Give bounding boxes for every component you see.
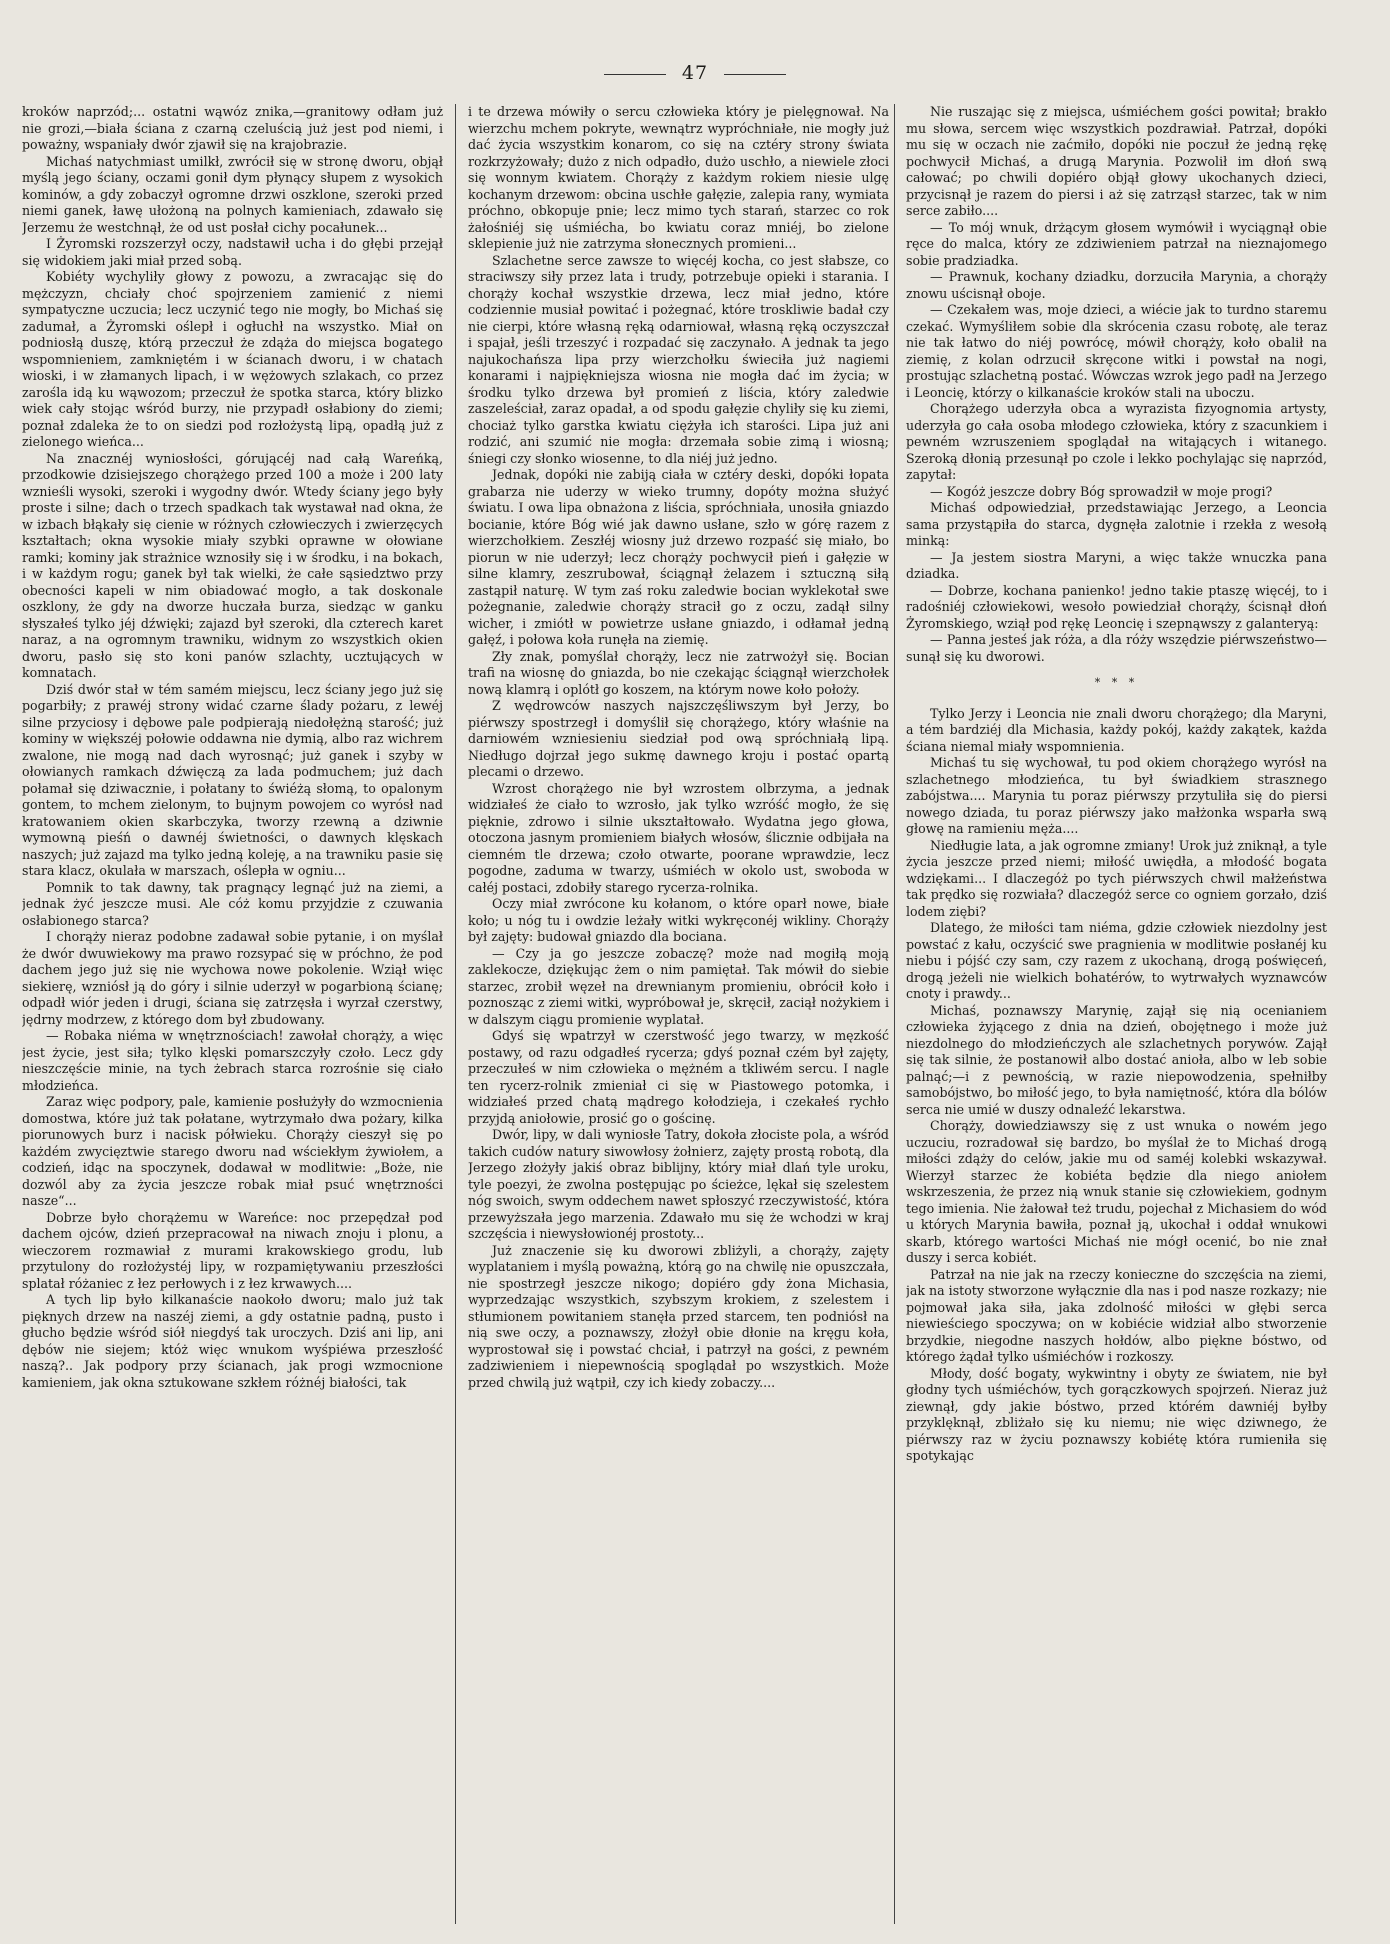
paragraph: Dwór, lipy, w dali wyniosłe Tatry, dokoła złociste pola, a wśród takich cudów natury siwowłosy żołnierz, zajęty prostą robotą, dla Jerzego złożyły jakiś obraz biblijny, który miał dlań tyle uroku, tyle poezyi, że zwolna postępując po ścieżce, lękał się szelestem nóg swoich, swym oddechem nawet spłoszyć rzeczywistość, która przewyższała jego marzenia. Zdawało mu się że wchodzi w kraj szczęścia i niewysłowionéj prostoty... <box>468 1127 889 1241</box>
paragraph: Chorąży, dowiedziawszy się z ust wnuka o nowém jego uczuciu, rozradował się bardzo, bo myślał że to Michaś drogą miłości zdąży do celów, jakie mu od saméj kolebki wskazywał. Wierzył starzec że kobiéta będzie dla niego aniołem wskrzeszenia, że przez nią wnuk stanie się człowiekiem, godnym tego imienia. Nie żałował też trudu, pojechał z Michasiem do wód u których Marynia bawiła, poznał ją, ukochał i oddał wnukowi skarb, którego wartości Michaś nie mógł ocenić, bo nie znał duszy i serca kobiét. <box>906 1118 1327 1265</box>
header-rule-right <box>724 74 786 75</box>
paragraph: — To mój wnuk, drżącym głosem wymówił i wyciągnął obie ręce do malca, który ze zdziwieniem patrzał na nieznajomego sobie pradziadka. <box>906 219 1327 268</box>
header-rule-left <box>604 74 666 75</box>
paragraph: Z wędrowców naszych najszczęśliwszym był Jerzy, bo piérwszy spostrzegł i domyślił się chorążego, który właśnie na darniowém wzniesieniu siedział pod ową spróchniałą lipą. Niedługo dojrzał jego sukmę dawnego kroju i postać opartą plecami o drzewo. <box>468 698 889 779</box>
paragraph: Młody, dość bogaty, wykwintny i obyty ze światem, nie był głodny tych uśmiéchów, tych gorączkowych spojrzeń. Nieraz już ziewnął, gdy jakie bóstwo, przed którém dawniéj byłby przyklęknął, zbliżało się ku niemu; nie więc dziwnego, że piérwszy raz w życiu poznawszy kobiétę która rumieniła się spotykając <box>906 1365 1327 1463</box>
paragraph: kroków naprzód;... ostatni wąwóz znika,—granitowy odłam już nie grozi,—biała ściana z czarną czeluścią już jest pod niemi, i poważny, wspaniały dwór zjawił się na krajobrazie. <box>22 104 443 152</box>
paragraph: — Ja jestem siostra Maryni, a więc także wnuczka pana dziadka. <box>906 549 1327 581</box>
paragraph: Patrzał na nie jak na rzeczy konieczne do szczęścia na ziemi, jak na istoty stworzone wyłącznie dla nas i pod nasze rozkazy; nie pojmował jaka siła, jaka zdolność miłości w głębi serca niewieściego spoczywa; on w kobiécie widział albo stworzenie brzydkie, niegodne naszych hołdów, albo piękne bóstwo, od którego żądał tylko uśmiéchów i rozkoszy. <box>906 1266 1327 1364</box>
paragraph: I Żyromski rozszerzył oczy, nadstawił ucha i do głębi przejął się widokiem jaki miał przed sobą. <box>22 236 443 268</box>
text-column-1 <box>22 104 443 1926</box>
paragraph: Chorążego uderzyła obca a wyrazista fizyognomia artysty, uderzyła go cała osoba młodego człowieka, który z szacunkiem i pewném wzruszeniem spoglądał na witających i witanego. Szeroką dłonią przesunął po czole i lekko pochylając się naprzód, zapytał: <box>906 401 1327 482</box>
paragraph: Niedługie lata, a jak ogromne zmiany! Urok już zniknął, a tyle życia jeszcze przed niemi; miłość uwiędła, a młodość bogata wdziękami... I dlaczegóż po tych piérwszych chwil małżeństwa tak prędko się rozwiała? dlaczegóż serce co ogniem gorzało, dziś lodem ziębi? <box>906 837 1327 919</box>
paragraph: — Prawnuk, kochany dziadku, dorzuciła Marynia, a chorąży znowu uścisnął oboje. <box>906 269 1327 301</box>
column-divider-2 <box>894 104 895 1924</box>
paragraph: Na znacznéj wyniosłości, górującéj nad całą Wareńką, przodkowie dzisiejszego chorążego przed 100 a może i 200 laty wznieśli wysoki, szeroki i wygodny dwór. Wtedy ściany jego były proste i silne; dach o trzech spadkach tak wystawał nad okna, że w izbach błąkały się cienie w różnych człowieczych i zwierzęcych kształtach; okna wysokie miały szybki oprawne w ołowiane ramki; kominy jak strażnice wznosiły się i w środku, i na bokach, i w każdym rogu; ganek był tak wielki, że całe sąsiedztwo przy obecności kapeli w nim obiadować mogło, a tak doskonale oszklony, że gdy na dworze huczała burza, siedząc w ganku słyszałeś tylko jéj dźwięki; zajazd był szeroki, dla czterech karet naraz, a na ogromnym trawniku, widnym zo wszystkich okien dworu, pasło się sto koni panów szlachty, ucztujących w komnatach. <box>22 450 443 680</box>
paragraph: Michaś tu się wychował, tu pod okiem chorążego wyrósł na szlachetnego młodzieńca, tu był świadkiem strasznego zabójstwa.... Marynia tu poraz piérwszy przytuliła się do piersi nowego dziada, tu poraz piérwszy jako małżonka wsparła swą głowę na ramieniu męża.... <box>906 755 1327 836</box>
paragraph: Michaś odpowiedział, przedstawiając Jerzego, a Leoncia sama przystąpiła do starca, dygnęła zalotnie i rzekła z wesołą minką: <box>906 500 1327 548</box>
paragraph: — Czekałem was, moje dzieci, a wiécie jak to turdno staremu czekać. Wymyśliłem sobie dla skrócenia czasu robotę, ale teraz nie tak łatwo do niéj powrócę, mówił chorąży, koło obalił na ziemię, z kolan odrzucił skręcone witki i powstał na nogi, prostując szlachetną postać. Wówczas wzrok jego padł na Jerzego i Leoncię, którzy o kilkanaście kroków stali na uboczu. <box>906 302 1327 400</box>
paragraph: Nie ruszając się z miejsca, uśmiéchem gości powitał; brakło mu słowa, sercem więc wszystkich pozdrawiał. Patrzał, dopóki mu się w oczach nie zaćmiło, dopóki nie poczuł że jedną rękę pochwycił Michaś, a drugą Marynia. Pozwolił im dłoń swą całować; po chwili dopiéro objął głowy ukochanych dzieci, przycisnął je razem do piersi i aż się zatrząsł starzec, tak w nim serce zabiło.... <box>906 104 1327 218</box>
text-column-3 <box>906 104 1327 1926</box>
paragraph: A tych lip było kilkanaście naokoło dworu; malo już tak pięknych drzew na naszéj ziemi, a gdy ostatnie padną, pusto i głucho będzie wśród siół niegdyś tak uroczych. Dziś ani lip, ani dębów nie siejem; któż więc wnukom wyśpiéwa przeszłość naszą?.. Jak podpory przy ścianach, jak progi wzmocnione kamieniem, jak okna sztukowane szkłem różnéj białości, tak <box>22 1292 443 1390</box>
paragraph: — Panna jesteś jak róża, a dla róży wszędzie piérwszeństwo—sunął się ku dworowi. <box>906 632 1327 664</box>
text-column-2 <box>468 104 889 1926</box>
paragraph: Wzrost chorążego nie był wzrostem olbrzyma, a jednak widziałeś że ciało to wzrosło, jak tylko wzróść mogło, że się pięknie, zdrowo i silnie ukształtowało. Wydatna jego głowa, otoczona jasnym promieniem białych włosów, ślicznie odbijała na ciemném tle drzewa; czoło otwarte, poorane wprawdzie, lecz pogodne, zaduma w twarzy, uśmiéch w okolo ust, swoboda w całéj postaci, zdobiły starego rycerza-rolnika. <box>468 780 889 895</box>
paragraph: Kobiéty wychyliły głowy z powozu, a zwracając się do mężczyzn, chciały choć spojrzeniem zamienić z niemi sympatyczne uczucia; lecz uczynić tego nie mogły, bo Michaś się zadumał, a Żyromski oślepł i ogłuchł na wszystko. Miał on podniosłą duszę, którą przeczuł że zdąża do miejsca bogatego wspomnieniem, zamkniętém i w ścianach dworu, i w chatach wioski, i w złamanych lipach, i w wężowych szlakach, co przez zarośla idą ku wąwozom; przeczuł że spotka starca, który blizko wiek cały stojąc wśród burzy, nie przypadł osłabiony do ziemi; poznał zdaleka że to on siedzi pod rozłożystą lipą, opadłą już z zielonego wieńca... <box>22 269 443 449</box>
paragraph: Zły znak, pomyślał chorąży, lecz nie zatrwożył się. Bocian trafi na wiosnę do gniazda, bo nie czekając ściągnął wierzchołek nową klamrą i oplótł go koszem, na którym nowe koło położy. <box>468 648 889 697</box>
paragraph: I chorąży nieraz podobne zadawał sobie pytanie, i on myślał że dwór dwuwiekowy ma prawo rozsypać się w próchno, że pod dachem jego już się nie wychowa nowe pokolenie. Wziął więc siekierę, wzniósł ją do góry i silnie uderzył w pogarbioną ścianę; odpadł wiór jeden i drugi, ściana się zatrzęsła i wyrzał czerstwy, jędrny modrzew, z którego dom był zbudowany. <box>22 929 443 1027</box>
section-separator: * * * <box>1094 676 1139 689</box>
paragraph: Dobrze było chorążemu w Wareńce: noc przepędzał pod dachem ojców, dzień przepracował na niwach znoju i plonu, a wieczorem rozmawiał z murami krakowskiego grodu, lub przytulony do rozłożystéj lipy, w rozpamiętywaniu przeszłości splatał różaniec z łez perłowych i z łez krwawych.... <box>22 1209 443 1291</box>
page-number: 47 <box>681 62 709 84</box>
paragraph: Pomnik to tak dawny, tak pragnący legnąć już na ziemi, a jednak żyć jeszcze musi. Ale cóż komu przyjdzie z czuwania osłabionego starca? <box>22 879 443 928</box>
paragraph: — Dobrze, kochana panienko! jedno takie ptaszę więcéj, to i radośniéj człowiekowi, wesoło powiedział chorąży, ścisnął dłoń Żyromskiego, wziął pod rękę Leoncię i szepnąwszy z galanteryą: <box>906 582 1327 631</box>
paragraph: i te drzewa mówiły o sercu człowieka który je pielęgnował. Na wierzchu mchem pokryte, wewnątrz wypróchniałe, nie mogły już dać życia wszystkim konarom, co się na cztéry strony świata rozkrzyżowały; dużo z nich odpadło, dużo uschło, a niewiele złoci się wonnym kwiatem. Chorąży z każdym rokiem niesie ulgę kochanym drzewom: obcina uschłe gałęzie, zalepia rany, wymiata próchno, obkopuje pnie; lecz mimo tych starań, starzec co rok żałośniéj się uśmiécha, bo kwiatu coraz mniéj, bo zielone sklepienie już nie zatrzyma słonecznych promieni... <box>468 104 889 251</box>
paragraph: Szlachetne serce zawsze to więcéj kocha, co jest słabsze, co straciwszy siły przez lata i trudy, potrzebuje opieki i starania. I chorąży kochał wszystkie drzewa, lecz miał jedno, które codziennie musiał powitać i pożegnać, które troskliwie badał czy nie cierpi, które własną ręką odarniował, własną ręką oczyszczał i spajał, jeśli trzeszyć i rozpadać się zaczynało. A jednak ta jego najukochańsza lipa przy wierzchołku świeciła już nagiemi konarami i najpiękniejsza wiosna nie mogła dać im życia; w środku tylko drzewa był promień z liścia, który zaledwie zaszeleściał, zaraz opadał, a od spodu gałęzie chyliły się ku ziemi, chociaż tylko garstka kwiatu ciężyła ich starości. Lipa już ani rodzić, ani szumić nie mogła: drzemała sobie zimą i wiosną; śniegi czy słonko wiosenne, to dla niéj już jedno. <box>468 252 889 466</box>
paragraph: Oczy miał zwrócone ku kołanom, o które oparł nowe, białe koło; u nóg tu i owdzie leżały witki wykręconéj wikliny. Chorąży był zajęty: budował gniazdo dla bociana. <box>468 896 889 944</box>
column-divider-1 <box>455 104 456 1924</box>
paragraph: Już znaczenie się ku dworowi zbliżyli, a chorąży, zajęty wyplataniem i myślą poważną, którą go na chwilę nie opuszczała, nie spostrzegł jeszcze nikogo; dopiéro gdy żona Michasia, wyprzedzając wszystkich, szybszym krokiem, z szelestem i stłumionem powitaniem stanęła przed starcem, ten podniósł na nią swe oczy, a poznawszy, złożył obie dłonie na kręgu koła, wyprostował się i powstać chciał, i patrzył na gości, z pewném zadziwieniem i niepewnością spoglądał po wszystkich. Może przed chwilą już wątpił, czy ich kiedy zobaczy.... <box>468 1242 889 1390</box>
paragraph: Gdyś się wpatrzył w czerstwość jego twarzy, w męzkość postawy, od razu odgadłeś rycerza; gdyś poznał czém był zajęty, przeczułeś w nim człowieka o mężném a tkliwém sercu. I nagle ten rycerz-rolnik zmieniał ci się w Piastowego potomka, i widziałeś przed chatą mądrego kołodzieja, i czekałeś rychło przyjdą aniołowie, prosić go o gościnę. <box>468 1028 889 1126</box>
paragraph: Tylko Jerzy i Leoncia nie znali dworu chorążego; dla Maryni, a tém bardziéj dla Michasia, każdy pokój, każdy zakątek, każda ściana niemal miały wspomnienia. <box>906 705 1327 754</box>
paragraph: Dziś dwór stał w tém samém miejscu, lecz ściany jego już się pogarbiły; z prawéj strony widać czarne ślady pożaru, z lewéj silne przyciosy i dębowe pale podpierają niedołężną starość; już kominy w większéj połowie oddawna nie dymią, albo raz wichrem zwalone, nie mogą nad dach wyrosnąć; już ganek i szyby w ołowianych ramkach dźwięczą za lada podmuchem; już dach połamał się dziwacznie, i połatany to świéżą słomą, to opalonym gontem, to mchem zielonym, to bujnym powojem co wyrósł nad kratowaniem okien skarbczyka, tworzy rzewną a dziwnie wymowną pieśń o dawnéj świetności, o dawnych klęskach naszych; już zajazd ma tylko jedną koleję, a na trawniku pasie się stara klacz, okulała w marszach, oślepła w ogniu... <box>22 681 443 878</box>
paragraph: Jednak, dopóki nie zabiją ciała w cztéry deski, dopóki łopata grabarza nie uderzy w wieko trumny, dopóty można służyć światu. I owa lipa obnażona z liścia, spróchniała, unosiła gniazdo bocianie, które Bóg wié jak dawno usłane, szło w górę razem z wierzchołkiem. Zeszłéj wiosny już drzewo rozpaść się miało, bo piorun w nie uderzył; lecz chorąży pochwycił pień i gałęzie w silne klamry, zeszrubował, ściągnął żelazem i sztuczną siłą zastąpił naturę. W tym zaś roku zaledwie bocian wyklekotał swe pożegnanie, zaledwie chorąży stracił go z oczu, zadął silny wicher, i zmiótł w powietrze usłane gniazdo, i odłamał jedną gałęź, i połowa koła runęła na ziemię. <box>468 467 889 647</box>
paragraph: Michaś, poznawszy Marynię, zajął się nią ocenianiem człowieka żyjącego z dnia na dzień, obojętnego i może już niezdolnego do młodzieńczych ale szlachetnych porywów. Zajął się tak silnie, że postanowił albo dostać anioła, albo w leb sobie palnąć;—i z pewnością, w razie niepowodzenia, spełniłby samobójstwo, bo miłość jego, to była namiętność, która dla bólów serca nie umié w duszy odnaleźć lekarstwa. <box>906 1002 1327 1117</box>
paragraph: Dlatego, że miłości tam niéma, gdzie człowiek niezdolny jest powstać z kału, oczyścić swe pragnienia w modlitwie posłanéj ku niebu i pójść czy sam, czy razem z ukochaną, drogą poświęceń, drogą jeżeli nie wielkich bohatérów, to wytrwałych wyznawców cnoty i prawdy... <box>906 920 1327 1001</box>
paragraph: — Robaka niéma w wnętrznościach! zawołał chorąży, a więc jest życie, jest siła; tylko klęski pomarszczyły czoło. Lecz gdy nieszczęście minie, na tych żebrach starca rozrośnie się ciało młodzieńca. <box>22 1028 443 1093</box>
paragraph: Michaś natychmiast umilkł, zwrócił się w stronę dworu, objął myślą jego ściany, oczami gonił dym płynący słupem z wysokich kominów, a gdy zobaczył ogromne drzwi oszklone, szeroki przed niemi ganek, ławę ułożoną na polnych kamieniach, zdawało się Jerzemu że westchnął, że od ust posłał cichy pocałunek... <box>22 153 443 235</box>
paragraph: — Kogóż jeszcze dobry Bóg sprowadził w moje progi? <box>930 483 1273 499</box>
paragraph: Zaraz więc podpory, pale, kamienie posłużyły do wzmocnienia domostwa, które już tak połatane, wytrzymało dwa pożary, kilka piorunowych burz i nacisk półwieku. Chorąży cieszył się po każdém zwycięztwie starego dworu nad wściekłym żywiołem, a codzień, idąc na spoczynek, dodawał w modlitwie: „Boże, nie dozwól aby za życia jeszcze robak miał psuć wnętrzności nasze“... <box>22 1094 443 1208</box>
page-header <box>0 62 1390 84</box>
paragraph: — Czy ja go jeszcze zobaczę? może nad mogiłą moją zaklekocze, dziękując żem o nim pamiętał. Tak mówił do siebie starzec, zrobił węzeł na drewnianym promieniu, obrócił koło i poznosząc z ziemi witki, wypróbował je, skręcił, zaciął nożykiem i w dalszym ciągu promienie wyplatał. <box>468 945 889 1027</box>
